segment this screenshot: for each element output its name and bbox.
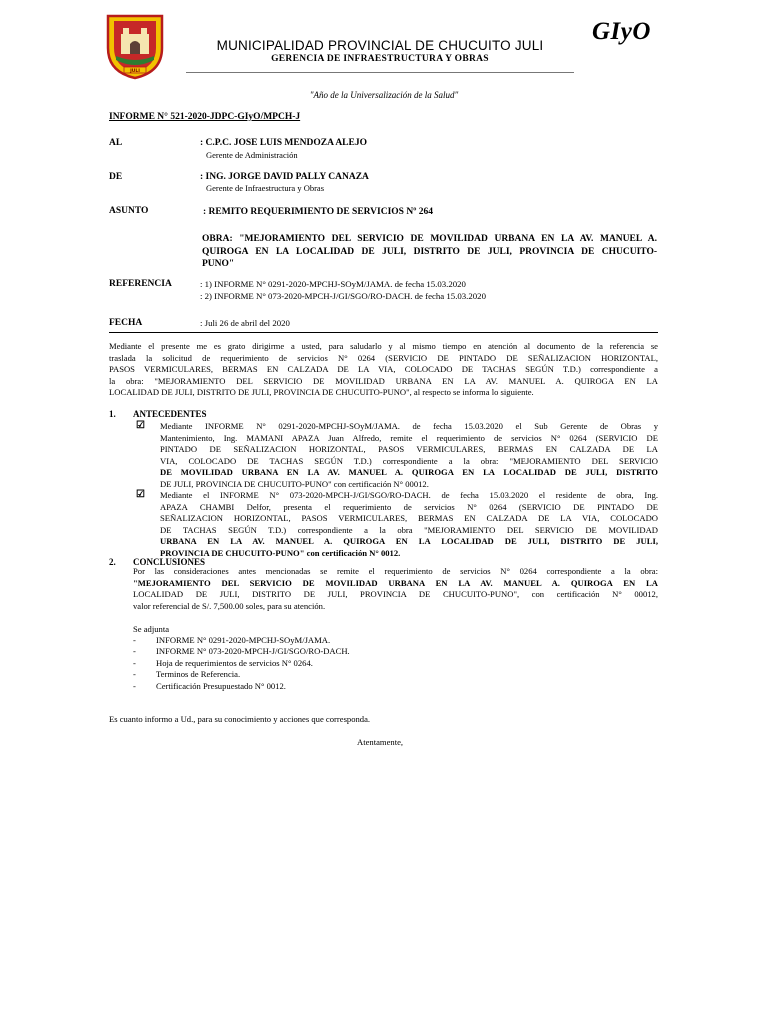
logo-text: JULI bbox=[130, 69, 140, 74]
concl-line: Por las consideraciones antes mencionadas se remite el requerimiento de servicios N° 0264 correspondiente a la obra: bbox=[133, 566, 658, 576]
obra-line-1: OBRA: "MEJORAMIENTO DEL SERVICIO DE MOVILIDAD URBANA EN LA AV. MANUEL A. bbox=[202, 234, 657, 244]
header-divider bbox=[186, 72, 574, 73]
item-line: SEÑALIZACION HORIZONTAL, PASOS VERMICULARES, BERMAS EN CALZADA DE LA VIA, COLOCADO bbox=[160, 513, 658, 524]
al-name bbox=[200, 137, 367, 148]
checkbox-icon: ☑ bbox=[136, 489, 145, 500]
concl-line: "MEJORAMIENTO DEL SERVICIO DE MOVILIDAD URBANA EN LA AV. MANUEL A. QUIROGA EN LA bbox=[133, 577, 658, 588]
section-number: 1. bbox=[109, 409, 116, 419]
section-number: 2. bbox=[109, 557, 116, 567]
attachment-item: - INFORME N° 0291-2020-MPCHJ-SOyM/JAMA. bbox=[133, 635, 331, 645]
section-title: CONCLUSIONES bbox=[133, 557, 206, 567]
de-label: DE bbox=[109, 172, 123, 182]
obra-description bbox=[202, 233, 657, 271]
attachment-item: - Hoja de requerimientos de servicios N° 0264. bbox=[133, 658, 313, 668]
antecedentes-heading bbox=[109, 409, 207, 419]
intro-line: LOCALIDAD DE JULI, DISTRITO DE JULI, PROVINCIA DE CHUCUITO-PUNO", al respecto se informa lo siguiente. bbox=[109, 387, 534, 398]
item-line: DE MOVILIDAD URBANA EN LA AV. MANUEL A. QUIROGA EN LA LOCALIDAD DE JULI, DISTRITO bbox=[160, 467, 658, 478]
antecedente-item-1 bbox=[160, 421, 658, 491]
intro-line: traslada la solicitud de requerimiento de servicios N° 0264 (SERVICIO DE PINTADO DE SEÑALIZACION HORIZONTAL, bbox=[109, 352, 658, 363]
checkbox-icon: ☑ bbox=[136, 420, 145, 431]
intro-line: la obra: "MEJORAMIENTO DEL SERVICIO DE MOVILIDAD URBANA EN LA AV. MANUEL A. QUIROGA EN LA bbox=[109, 375, 658, 386]
attachments-title: Se adjunta bbox=[133, 624, 170, 634]
referencia-label: REFERENCIA bbox=[109, 279, 172, 289]
item-line: URBANA EN LA AV. MANUEL A. QUIROGA EN LA LOCALIDAD DE JULI, DISTRITO DE JULI, bbox=[160, 536, 658, 547]
al-role: Gerente de Administración bbox=[206, 150, 298, 160]
item-line: PROVINCIA DE CHUCUITO-PUNO" con certificación N° 0012. bbox=[160, 547, 401, 558]
intro-line: PASOS VERMICULARES, BERMAS EN CALZADA DE LA VIA, COLOCADO DE TACHAS SEGÚN T.D.) correspondiente a bbox=[109, 364, 658, 375]
de-role: Gerente de Infraestructura y Obras bbox=[206, 183, 324, 193]
antecedente-item-2 bbox=[160, 490, 658, 560]
item-line: APAZA CHAMBI Delfor, presenta el requerimiento de servicios N° 0264 (SERVICIO DE PINTADO DE bbox=[160, 501, 658, 512]
al-label: AL bbox=[109, 138, 123, 148]
item-line: DE JULI, PROVINCIA DE CHUCUITO-PUNO" con certificación N° 00012. bbox=[160, 478, 429, 489]
attachment-label: Certificación Presupuestado N° 0012. bbox=[156, 681, 286, 691]
item-line: DE TACHAS SEGÚN T.D.) correspondiente a la obra "MEJORAMIENTO DEL SERVICIO DE MOVILIDAD bbox=[160, 524, 658, 535]
referencia-2: : 2) INFORME N° 073-2020-MPCH-J/GI/SGO/RO-DACH. de fecha 15.03.2020 bbox=[200, 291, 486, 301]
item-line: Mantenimiento, Ing. MAMANI APAZA Juan Alfredo, remite el requerimiento de servicios N° 0264 (SERVICIO DE bbox=[160, 432, 658, 443]
asunto-value-text: : REMITO REQUERIMIENTO DE SERVICIOS Nº 264 bbox=[203, 207, 433, 217]
obra-line-3: PUNO" bbox=[202, 259, 235, 269]
al-name-text: : C.P.C. JOSE LUIS MENDOZA ALEJO bbox=[200, 138, 367, 148]
attachment-label: INFORME N° 073-2020-MPCH-J/GI/SGO/RO-DACH. bbox=[156, 646, 350, 656]
signoff: Atentamente, bbox=[357, 737, 404, 747]
attachment-label: Hoja de requerimientos de servicios N° 0264. bbox=[156, 658, 313, 668]
report-number: INFORME N° 521-2020-JDPC-GIyO/MPCH-J bbox=[109, 112, 301, 122]
asunto-value bbox=[203, 206, 433, 217]
item-line: Mediante INFORME N° 0291-2020-MPCHJ-SOyM/JAMA. de fecha 15.03.2020 el Sub Gerente de Obras y bbox=[160, 421, 658, 431]
attachment-item: - Terminos de Referencia. bbox=[133, 669, 241, 679]
fecha-value: : Juli 26 de abril del 2020 bbox=[200, 318, 290, 328]
section-title: ANTECEDENTES bbox=[133, 409, 207, 419]
municipality-name: MUNICIPALIDAD PROVINCIAL DE CHUCUITO JULI bbox=[216, 38, 544, 53]
closing-sentence: Es cuanto informo a Ud., para su conocimiento y acciones que corresponda. bbox=[109, 714, 371, 724]
attachment-label: Terminos de Referencia. bbox=[156, 669, 241, 679]
item-line: PINTADO DE SEÑALIZACION HORIZONTAL, PASOS VERMICULARES, BERMAS EN CALZADA DE LA bbox=[160, 444, 658, 455]
de-name-text: : ING. JORGE DAVID PALLY CANAZA bbox=[200, 172, 369, 182]
asunto-label: ASUNTO bbox=[109, 206, 149, 216]
item-line: VIA, COLOCADO DE TACHAS SEGÚN T.D.) correspondiente a la obra: "MEJORAMIENTO DEL SERVICIO bbox=[160, 455, 658, 466]
attachment-label: INFORME N° 0291-2020-MPCHJ-SOyM/JAMA. bbox=[156, 635, 331, 645]
fecha-label: FECHA bbox=[109, 318, 143, 328]
attachment-item: - Certificación Presupuestado N° 0012. bbox=[133, 681, 286, 691]
brand-mark: GIyO bbox=[592, 18, 651, 45]
de-name bbox=[200, 171, 369, 182]
office-name: GERENCIA DE INFRAESTRUCTURA Y OBRAS bbox=[271, 54, 489, 64]
referencia-1: : 1) INFORME N° 0291-2020-MPCHJ-SOyM/JAMA. de fecha 15.03.2020 bbox=[200, 279, 466, 289]
year-motto: "Año de la Universalización de la Salud" bbox=[309, 90, 459, 100]
attachment-item: - INFORME N° 073-2020-MPCH-J/GI/SGO/RO-DACH. bbox=[133, 646, 350, 656]
conclusiones-paragraph bbox=[133, 566, 658, 612]
concl-line: LOCALIDAD DE JULI, DISTRITO DE JULI, PROVINCIA DE CHUCUITO-PUNO", con certificación N° 00012, bbox=[133, 589, 658, 600]
concl-line: valor referencial de S/. 7,500.00 soles, para su atención. bbox=[133, 600, 326, 611]
intro-line: Mediante el presente me es grato dirigirme a usted, para saludarlo y al mismo tiempo en atención al documento de la referencia se bbox=[109, 341, 658, 351]
item-line: Mediante el INFORME N° 073-2020-MPCH-J/GI/SGO/RO-DACH. de fecha 15.03.2020 el residente de obra, Ing. bbox=[160, 490, 658, 500]
fecha-divider bbox=[109, 332, 658, 333]
intro-paragraph bbox=[109, 341, 658, 399]
obra-line-2: QUIROGA EN LA LOCALIDAD DE JULI, DISTRITO DE JULI, PROVINCIA DE CHUCUITO- bbox=[202, 246, 657, 257]
